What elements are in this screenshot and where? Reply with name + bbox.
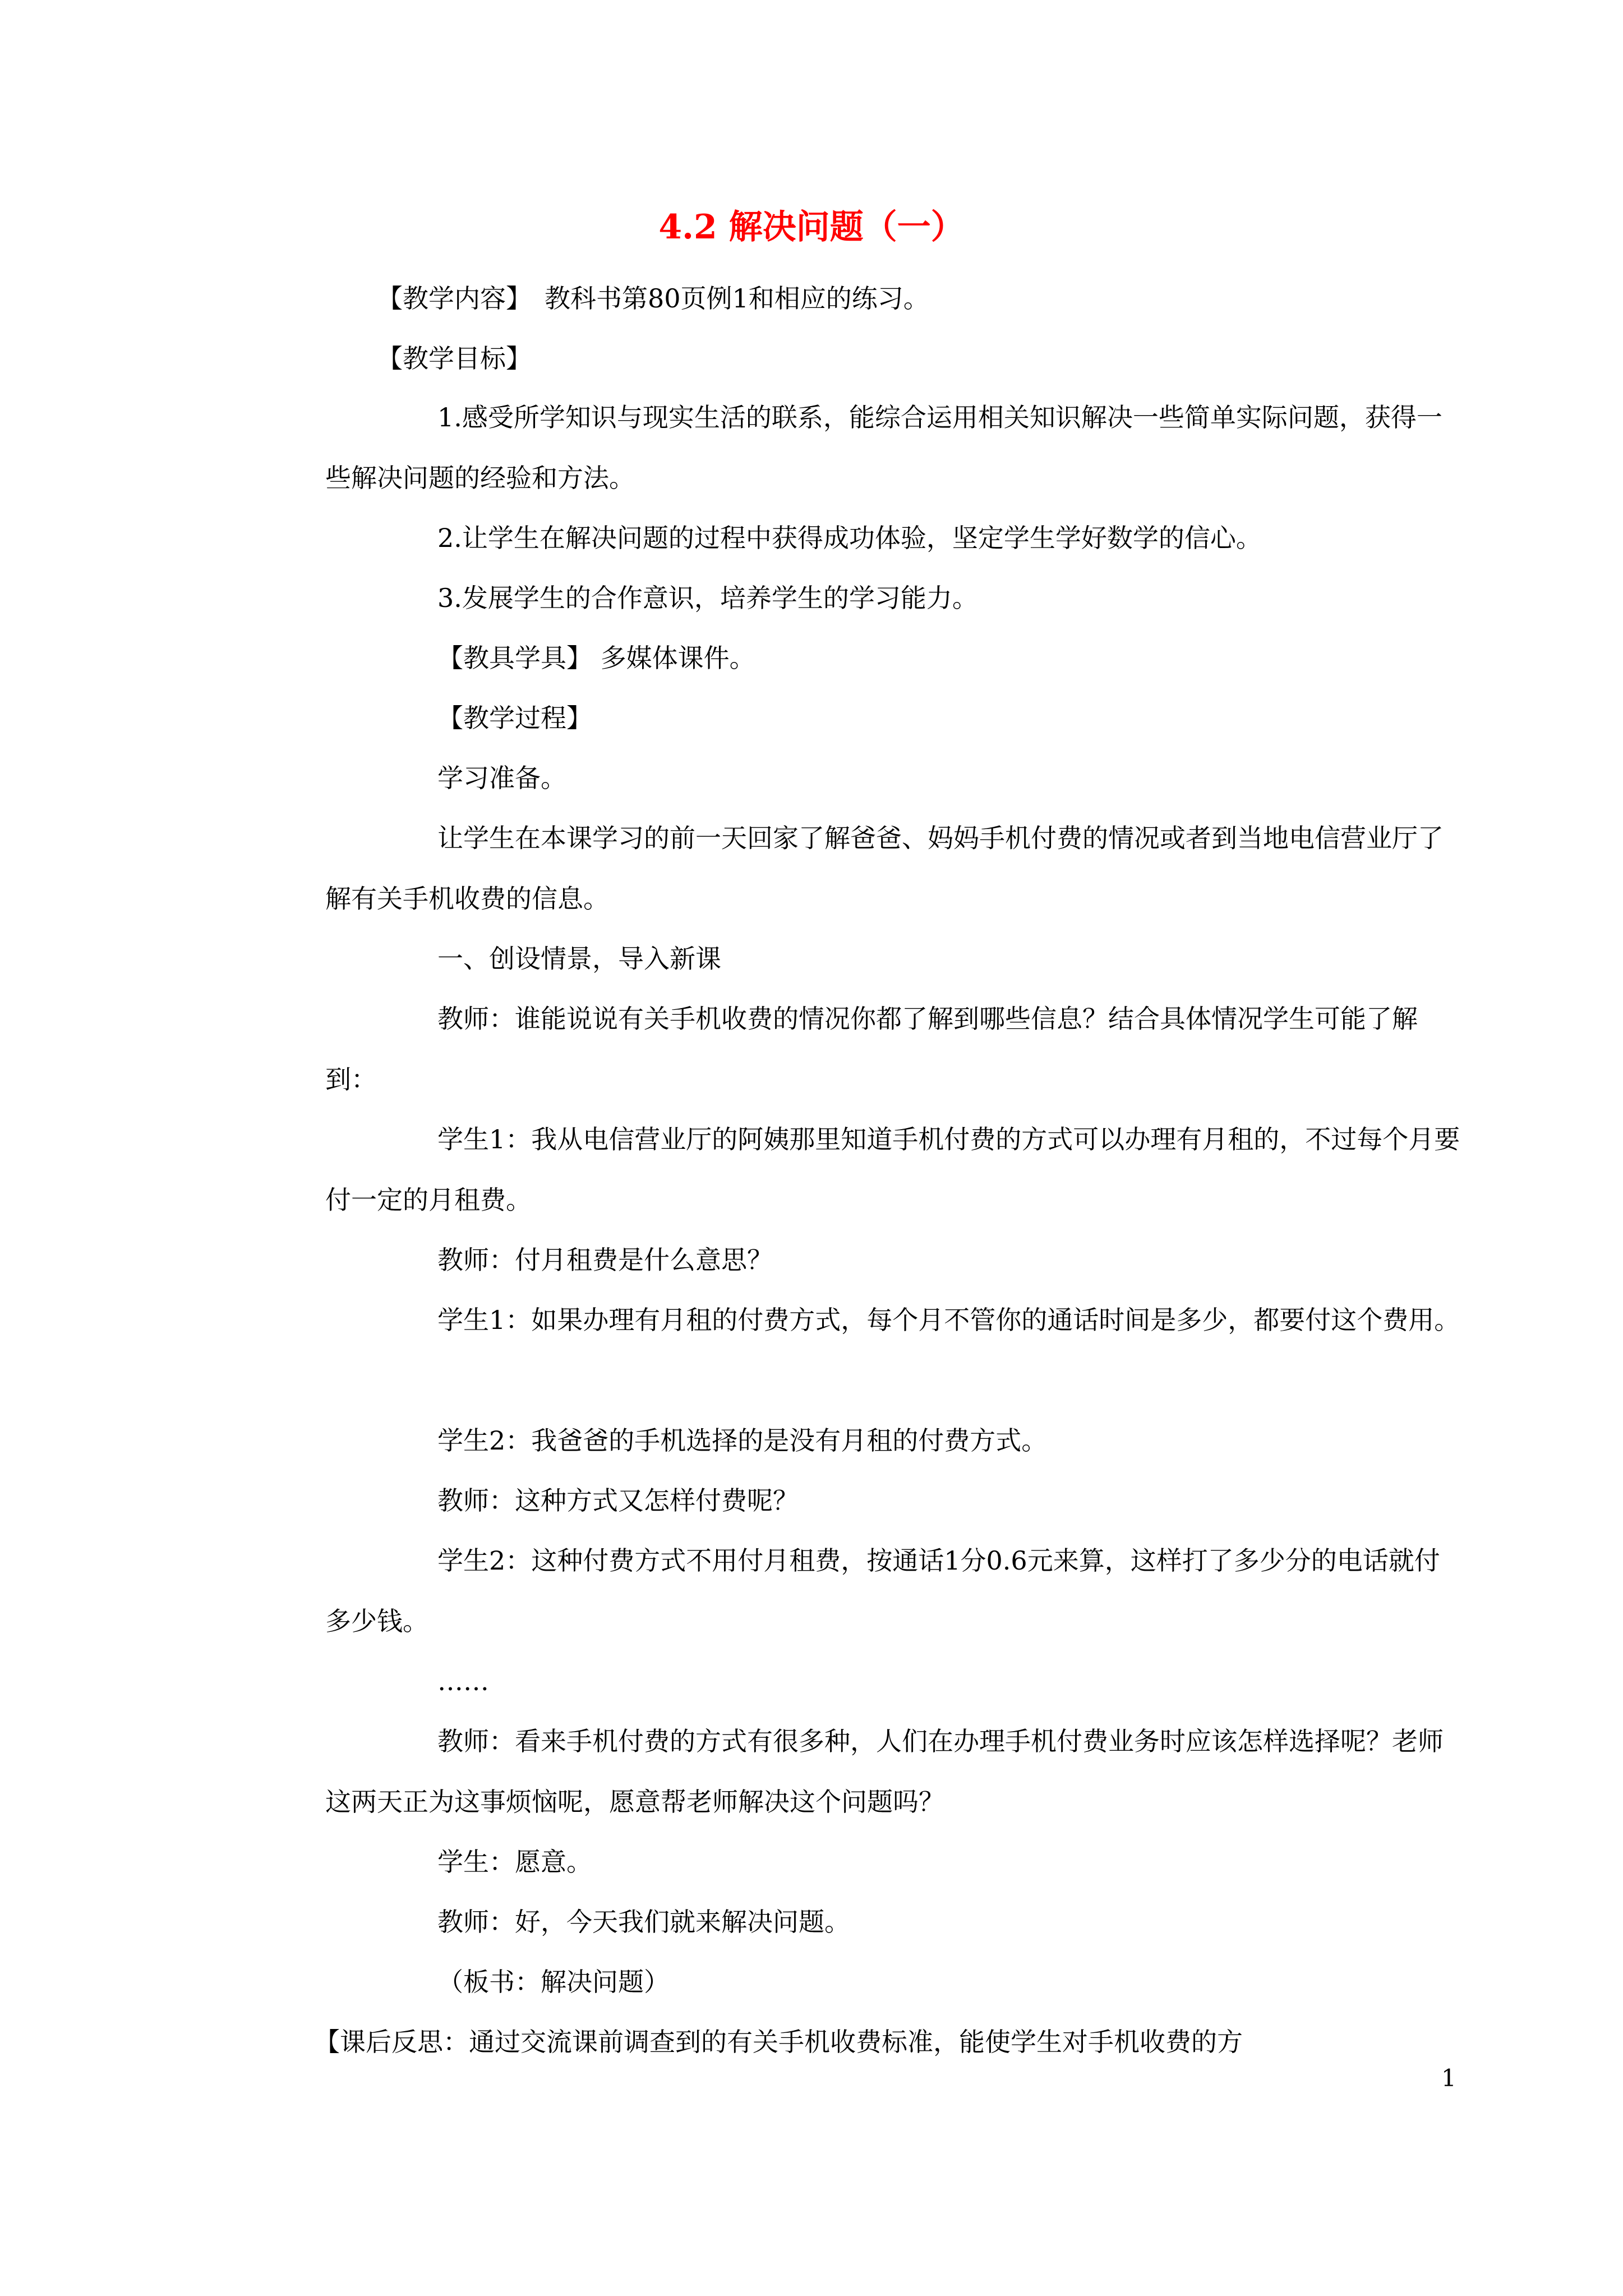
lesson-title: 4.2 解决问题（一） — [658, 208, 965, 247]
post-lesson-reflection: 【课后反思：通过交流课前调查到的有关手机收费标准，能使学生对手机收费的方 — [314, 2027, 1243, 2057]
student-response: 学生：愿意。 — [437, 1847, 592, 1877]
goal-1: 1.感受所学知识与现实生活的联系，能综合运用相关知识解决一些简单实际问题，获得一些解决问题的经验和方法。 — [325, 402, 1442, 493]
teaching-content: 【教学内容】 教科书第80页例1和相应的练习。 — [377, 283, 929, 314]
preparation-task: 让学生在本课学习的前一天回家了解爸爸、妈妈手机付费的情况或者到当地电信营业厅了解有关手机收费的信息。 — [325, 823, 1444, 914]
teaching-aids: 【教具学具】 多媒体课件。 — [437, 643, 755, 673]
student1-answer-1: 学生1：我从电信营业厅的阿姨那里知道手机付费的方式可以办理有月租的，不过每个月要付一定的月租费。 — [325, 1124, 1460, 1215]
teacher-question-3: 教师：这种方式又怎样付费呢？ — [437, 1485, 799, 1516]
teacher-question-1: 教师：谁能说说有关手机收费的情况你都了解到哪些信息？结合具体情况学生可能了解到： — [325, 1004, 1418, 1094]
student2-answer-1: 学生2：我爸爸的手机选择的是没有月租的付费方式。 — [437, 1425, 1048, 1456]
page-number: 1 — [1441, 2064, 1456, 2092]
teacher-question-2: 教师：付月租费是什么意思？ — [437, 1245, 773, 1275]
teacher-question-4: 教师：看来手机付费的方式有很多种，人们在办理手机付费业务时应该怎样选择呢？老师这两天正为这事烦恼呢，愿意帮老师解决这个问题吗？ — [325, 1726, 1444, 1817]
student1-answer-2: 学生1：如果办理有月租的付费方式，每个月不管你的通话时间是多少，都要付这个费用。 — [437, 1305, 1460, 1335]
learning-preparation: 学习准备。 — [437, 763, 566, 793]
teaching-goals-heading: 【教学目标】 — [377, 343, 532, 374]
goal-3: 3.发展学生的合作意识，培养学生的学习能力。 — [437, 583, 978, 613]
teacher-statement: 教师：好，今天我们就来解决问题。 — [437, 1907, 850, 1937]
teaching-process-heading: 【教学过程】 — [437, 703, 592, 733]
ellipsis: …… — [437, 1666, 489, 1696]
goal-2: 2.让学生在解决问题的过程中获得成功体验，坚定学生学好数学的信心。 — [437, 523, 1262, 553]
board-note: （板书：解决问题） — [437, 1967, 670, 1997]
section-heading-1: 一、创设情景，导入新课 — [437, 944, 721, 974]
student2-answer-2: 学生2：这种付费方式不用付月租费，按通话1分0.6元来算，这样打了多少分的电话就付多少钱。 — [325, 1545, 1440, 1636]
